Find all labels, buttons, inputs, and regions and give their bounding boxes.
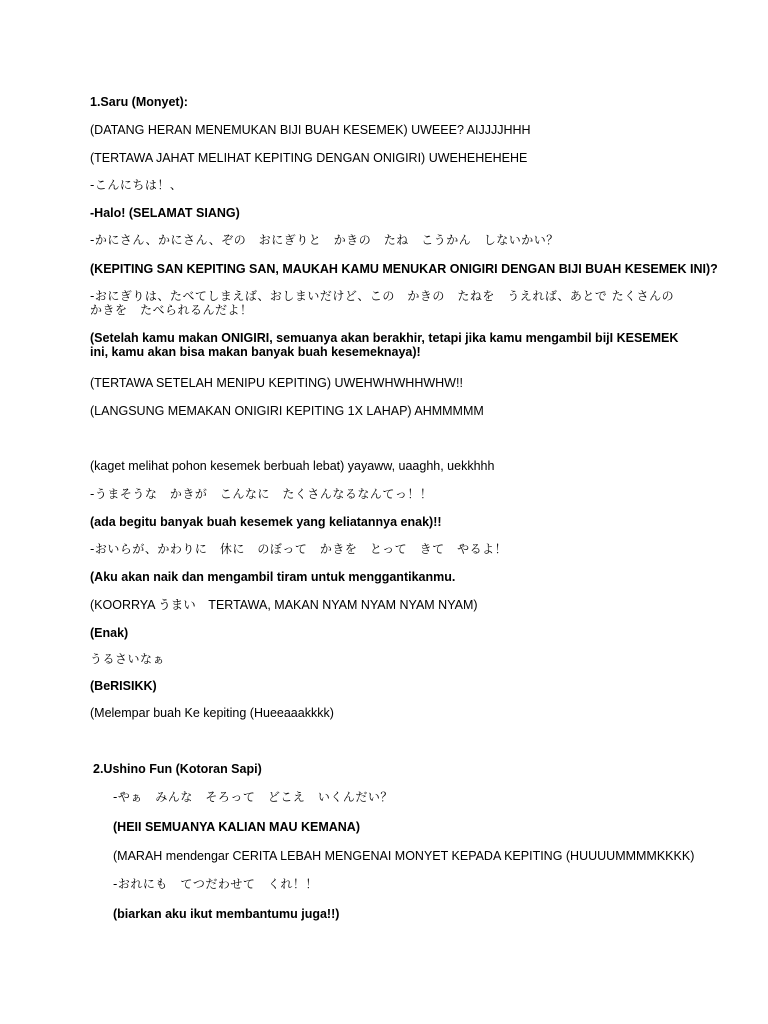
dialogue-line: (Melempar buah Ke kepiting (Hueeaaakkkk) [90, 706, 334, 720]
section-2-heading: 2.Ushino Fun (Kotoran Sapi) [93, 762, 262, 776]
translation-line: (KEPITING SAN KEPITING SAN, MAUKAH KAMU MENUKAR ONIGIRI DENGAN BIJI BUAH KESEMEK INI)? [90, 262, 718, 276]
dialogue-line: (TERTAWA JAHAT MELIHAT KEPITING DENGAN ONIGIRI) UWEHEHEHEHE [90, 151, 528, 165]
dialogue-line: (DATANG HERAN MENEMUKAN BIJI BUAH KESEMEK) UWEEE? AIJJJJHHH [90, 123, 531, 137]
translation-line: (Enak) [90, 626, 129, 640]
japanese-line: -うまそうな かきが こんなに たくさんなるなんてっ！！ [90, 487, 433, 501]
section-1-heading: 1.Saru (Monyet): [90, 95, 188, 109]
dialogue-line: (MARAH mendengar CERITA LEBAH MENGENAI MONYET KEPADA KEPITING (HUUUUMMMMKKKK) [113, 849, 695, 863]
translation-line: -Halo! (SELAMAT SIANG) [90, 206, 240, 220]
translation-line: (BeRISIKK) [90, 679, 157, 693]
translation-line: (HEII SEMUANYA KALIAN MAU KEMANA) [113, 820, 360, 834]
japanese-line: うるさいなぁ [90, 652, 166, 666]
japanese-line: -かにさん、かにさん、ぞの おにぎりと かきの たね こうかん しないかい？ [90, 233, 559, 247]
japanese-line: -おにぎりは、たべてしまえば、おしまいだけど、この かきの たねを うえれば、あとで たくさんの かきを たべられるんだよ！ [90, 289, 687, 317]
dialogue-line: (kaget melihat pohon kesemek berbuah lebat) yayaww, uaaghh, uekkhhh [90, 459, 495, 473]
translation-line: (biarkan aku ikut membantumu juga!!) [113, 907, 340, 921]
japanese-line: -おれにも てつだわせて くれ！！ [113, 877, 318, 891]
translation-line: (Setelah kamu makan ONIGIRI, semuanya akan berakhir, tetapi jika kamu mengambil bijI KESEMEK ini, kamu akan bisa makan banyak buah kesemeknaya)! [90, 331, 679, 359]
japanese-line: -おいらが、かわりに 休に のぼって かきを とって きて やるよ！ [90, 542, 508, 556]
dialogue-line: (TERTAWA SETELAH MENIPU KEPITING) UWEHWHWHHWHW!! [90, 376, 463, 390]
translation-line: (Aku akan naik dan mengambil tiram untuk menggantikanmu. [90, 570, 456, 584]
japanese-line: -こんにちは！、 [90, 178, 183, 192]
dialogue-line: (KOORRYA うまい TERTAWA, MAKAN NYAM NYAM NYAM NYAM) [90, 598, 478, 612]
dialogue-line: (LANGSUNG MEMAKAN ONIGIRI KEPITING 1X LAHAP) AHMMMMM [90, 404, 484, 418]
translation-line: (ada begitu banyak buah kesemek yang keliatannya enak)!! [90, 515, 442, 529]
japanese-line: -やぁ みんな そろって どこえ いくんだい？ [113, 790, 393, 804]
